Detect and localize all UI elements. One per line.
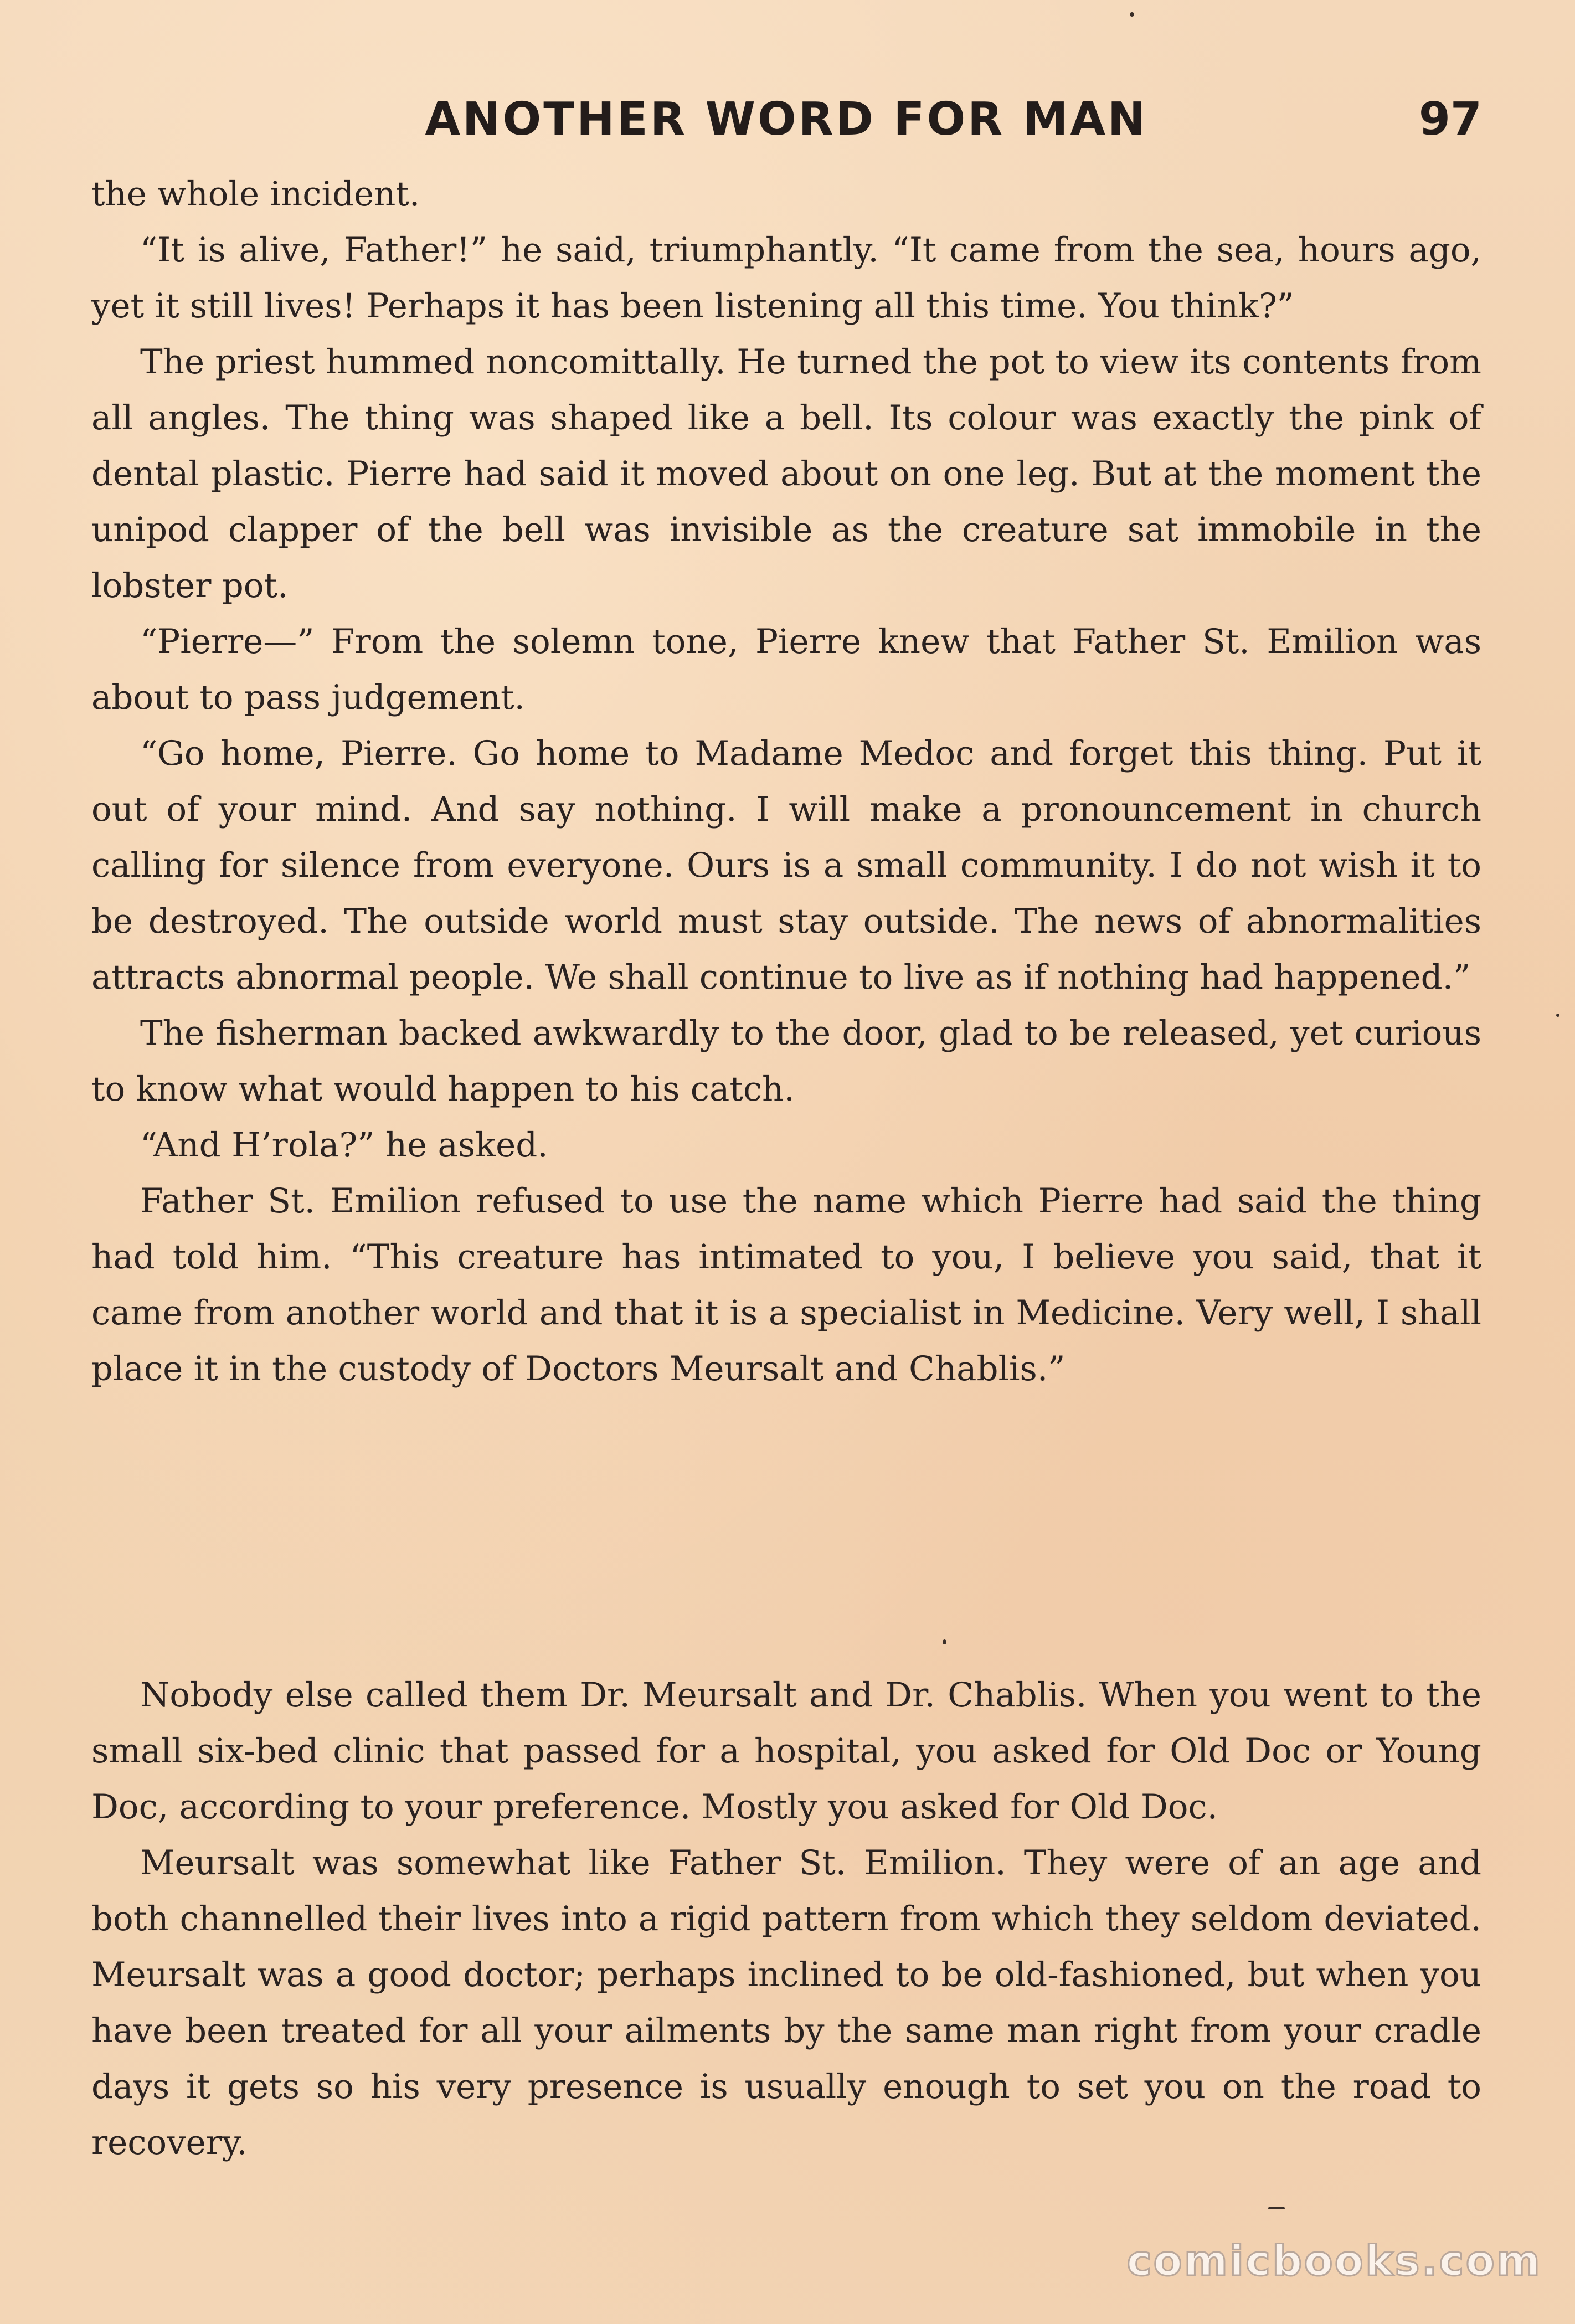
watermark-logo: comicbooks.com bbox=[1126, 2236, 1542, 2285]
paragraph: “And H’rola?” he asked. bbox=[140, 1125, 548, 1165]
chapter-title: ANOTHER WORD FOR MAN bbox=[425, 93, 1148, 146]
running-header bbox=[89, 93, 1484, 154]
paragraph: Father St. Emilion refused to use the name which Pierre had said the thing had told him. “This creature has intimated to you, I believe you said, that it came from another world and that it is a specialist in Medicine. Very well, I shall place it in the custody of Doctors Meursalt and Chablis.” bbox=[91, 1181, 1481, 1389]
paragraph: “Go home, Pierre. Go home to Madame Medoc and forget this thing. Put it out of your mind. And say nothing. I will make a pronouncement in church calling for silence from everyone. Ours is a small community. I do not wish it to be destroyed. The outside world must stay outside. The news of abnormalities attracts abnormal people. We shall continue to live as if nothing had happened.” bbox=[91, 734, 1481, 997]
print-speck bbox=[1268, 2207, 1285, 2209]
print-speck bbox=[943, 1639, 946, 1644]
page-number: 97 bbox=[1418, 93, 1482, 146]
text-section-2 bbox=[91, 1667, 1481, 2171]
paragraph: Nobody else called them Dr. Meursalt and Dr. Chablis. When you went to the small six-bed clinic that passed for a hospital, you asked for Old Doc or Young Doc, according to your preference. Mostly you asked for Old Doc. bbox=[91, 1675, 1481, 1827]
paragraph: The fisherman backed awkwardly to the door, glad to be released, yet curious to know what would happen to his catch. bbox=[91, 1014, 1481, 1109]
print-speck bbox=[1556, 1014, 1559, 1017]
paragraph: Meursalt was somewhat like Father St. Emilion. They were of an age and both channelled their lives into a rigid pattern from which they seldom deviated. Meursalt was a good doctor; perhaps inclined to be old-fashioned, but when you have been treated for all your ailments by the same man right from your cradle days it gets so his very presence is usually enough to set you on the road to recovery. bbox=[91, 1843, 1481, 2162]
paragraph: the whole incident. bbox=[91, 174, 420, 214]
print-speck bbox=[1130, 12, 1134, 17]
paragraph: The priest hummed noncomittally. He turned the pot to view its contents from all angles. The thing was shaped like a bell. Its colour was exactly the pink of dental plastic. Pierre had said it moved about on one leg. But at the moment the unipod clapper of the bell was invisible as the creature sat immobile in the lobster pot. bbox=[91, 342, 1481, 605]
paragraph: “It is alive, Father!” he said, triumphantly. “It came from the sea, hours ago, yet it still lives! Perhaps it has been listening all this time. You think?” bbox=[91, 230, 1481, 326]
paragraph: “Pierre—” From the solemn tone, Pierre knew that Father St. Emilion was about to pass judgement. bbox=[91, 622, 1481, 717]
text-section-1 bbox=[91, 166, 1481, 1397]
